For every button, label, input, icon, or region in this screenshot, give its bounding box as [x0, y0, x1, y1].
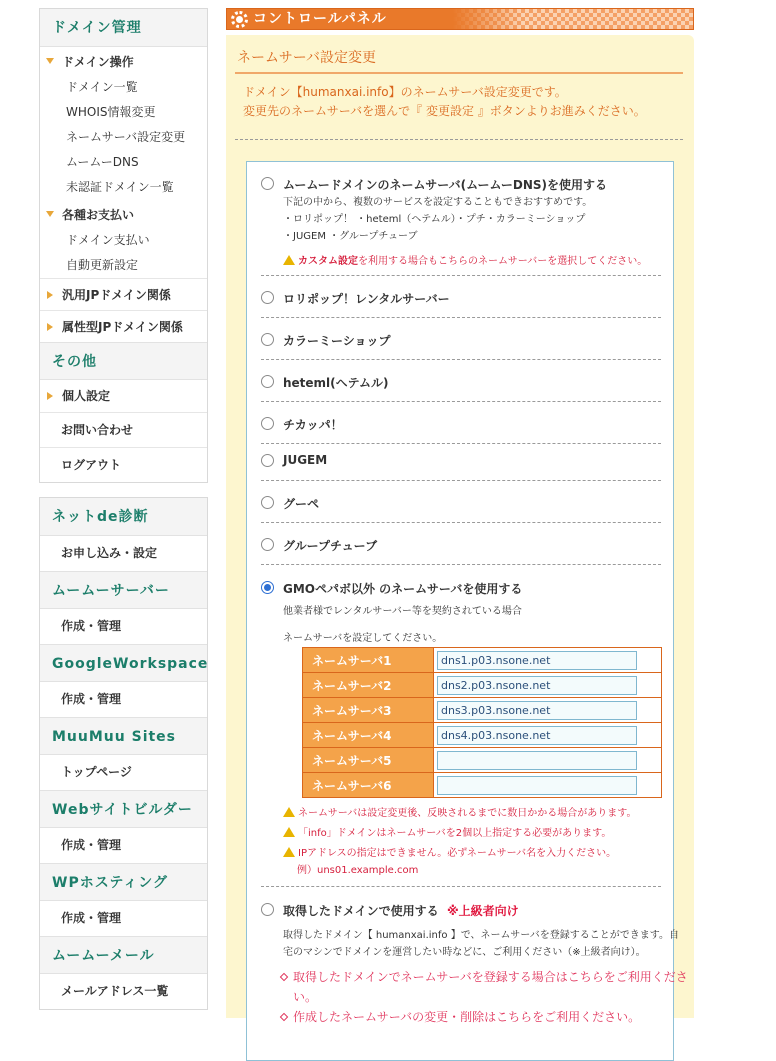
nameserver6-input[interactable] — [437, 776, 637, 795]
nameserver-label: ネームサーバ1 — [303, 648, 434, 673]
intro-divider — [235, 139, 683, 140]
nameserver-example: 例）uns01.example.com — [297, 865, 419, 876]
sidebar-item-service-link[interactable]: お申し込み・設定 — [61, 546, 158, 560]
link-text: 作成したネームサーバの変更・削除はこちらをご利用ください。 — [293, 1010, 641, 1024]
warning-icon — [283, 827, 295, 837]
option-description: 宅のマシンでドメインを運営したい時などに、ご利用ください（※上級者向け）。 — [283, 947, 646, 958]
sidebar-item-service-link[interactable]: トップページ — [61, 765, 132, 779]
nameserver-label: ネームサーバ5 — [303, 748, 434, 773]
intro-text: 変更先のネームサーバを選んで『 変更設定 』ボタンよりお進みください。 — [243, 104, 646, 118]
sidebar-heading-service: WPホスティング — [40, 863, 207, 901]
content-area — [226, 35, 694, 1024]
option-divider — [261, 886, 661, 887]
radio-chicappa[interactable] — [261, 417, 274, 430]
warning-text: 「info」ドメインはネームサーバを2個以上指定する必要があります。 — [298, 828, 612, 839]
option-divider — [261, 401, 661, 402]
register-nameserver-link-cont[interactable]: い。 — [293, 990, 318, 1004]
title-divider — [235, 72, 683, 74]
intro-text: ドメイン【humanxai.info】のネームサーバ設定変更です。 — [243, 85, 567, 99]
radio-lolipop[interactable] — [261, 291, 274, 304]
custom-settings-warning — [283, 252, 647, 267]
option-description: 取得したドメイン【 humanxai.info 】で、ネームサーバを登録することができます。自 — [283, 930, 679, 941]
option-description: 他業者様でレンタルサーバー等を契約されている場合 — [283, 606, 522, 617]
option-label: グループチューブ — [283, 539, 378, 553]
sidebar-item-service-link[interactable]: 作成・管理 — [61, 619, 122, 633]
sidebar-item-service-link[interactable]: 作成・管理 — [61, 838, 122, 852]
warning-text: を利用する場合もこちらのネームサーバーを選択してください。 — [358, 256, 648, 267]
control-panel-header — [226, 8, 694, 30]
sidebar-item-service-link[interactable]: 作成・管理 — [61, 911, 122, 925]
sidebar — [39, 8, 208, 1010]
sidebar-category-payment[interactable] — [40, 200, 207, 228]
option-label-text: 取得したドメインで使用する — [283, 904, 439, 918]
nameserver5-input[interactable] — [437, 751, 637, 770]
warning-bold: カスタム設定 — [298, 256, 358, 267]
option-label: カラーミーショップ — [283, 334, 391, 348]
sidebar-heading-domain: ドメイン管理 — [40, 9, 207, 47]
option-label: GMOペパボ以外 のネームサーバを使用する — [283, 582, 523, 596]
edit-nameserver-link[interactable] — [281, 1008, 640, 1025]
option-label: JUGEM — [283, 453, 328, 467]
table-row — [303, 698, 662, 723]
sidebar-category-label: ドメイン操作 — [62, 55, 134, 69]
nameserver2-input[interactable] — [437, 676, 637, 695]
nameserver-options — [246, 161, 688, 1061]
link-text: 取得したドメインでネームサーバを登録する場合はこちらをご利用くださ — [293, 970, 688, 984]
option-divider — [261, 317, 661, 318]
triangle-right-icon — [47, 323, 53, 331]
nameserver-label: ネームサーバ4 — [303, 723, 434, 748]
sidebar-item-unverified[interactable]: 未認証ドメイン一覧 — [66, 180, 174, 194]
sidebar-category-label: 属性型JPドメイン関係 — [62, 320, 183, 334]
sidebar-item-domain-list[interactable]: ドメイン一覧 — [66, 80, 138, 94]
nameserver-label: ネームサーバ6 — [303, 773, 434, 798]
radio-heteml[interactable] — [261, 375, 274, 388]
option-description: 下記の中から、複数のサービスを設定することもできおすすめです。 — [283, 197, 593, 208]
sidebar-services-block — [39, 497, 208, 1010]
radio-own-domain[interactable] — [261, 903, 274, 916]
sidebar-heading-service: GoogleWorkspace — [40, 644, 207, 682]
warning-text: IPアドレスの指定はできません。必ずネームサーバ名を入力ください。 — [298, 848, 617, 859]
nameserver-table — [302, 647, 662, 798]
sidebar-item-service-link[interactable]: 作成・管理 — [61, 692, 122, 706]
option-label: heteml(ヘテムル) — [283, 376, 389, 390]
sidebar-category-attr-jp[interactable] — [40, 310, 207, 342]
option-divider — [261, 564, 661, 565]
table-row — [303, 673, 662, 698]
radio-jugem[interactable] — [261, 454, 274, 467]
info-domain-warning — [283, 824, 611, 839]
sidebar-item-auto-renew[interactable]: 自動更新設定 — [66, 258, 139, 272]
sidebar-heading-service: Webサイトビルダー — [40, 790, 207, 828]
table-row — [303, 723, 662, 748]
nameserver-label: ネームサーバ3 — [303, 698, 434, 723]
radio-colorme[interactable] — [261, 333, 274, 346]
page-title: ネームサーバ設定変更 — [237, 50, 377, 66]
option-description: ・ロリポップ！ ・heteml（ヘテムル）・プチ・カラーミーショップ — [283, 214, 586, 225]
radio-grouptube[interactable] — [261, 538, 274, 551]
radio-muumuu-dns[interactable] — [261, 177, 274, 190]
main-panel — [226, 8, 694, 1024]
sidebar-heading-service: ムームーサーバー — [40, 571, 207, 609]
sidebar-item-nameserver[interactable]: ネームサーバ設定変更 — [66, 130, 186, 144]
sidebar-category-domain-ops[interactable] — [40, 47, 207, 75]
table-row — [303, 773, 662, 798]
option-description: ・JUGEM ・グループチューブ — [283, 231, 418, 242]
nameserver-prompt: ネームサーバを設定してください。 — [283, 633, 443, 644]
sidebar-item-muumuu-dns[interactable]: ムームーDNS — [66, 155, 139, 169]
triangle-right-icon — [47, 291, 53, 299]
nameserver4-input[interactable] — [437, 726, 637, 745]
option-label: ムームードメインのネームサーバ(ムームーDNS)を使用する — [283, 178, 608, 192]
table-row — [303, 648, 662, 673]
sidebar-category-jp[interactable] — [40, 278, 207, 310]
triangle-right-icon — [47, 392, 53, 400]
option-divider — [261, 443, 661, 444]
sidebar-domain-block — [39, 8, 208, 483]
sidebar-item-whois[interactable]: WHOIS情報変更 — [66, 105, 156, 119]
triangle-down-icon — [46, 58, 54, 64]
advanced-badge: ※上級者向け — [447, 904, 519, 918]
radio-goope[interactable] — [261, 496, 274, 509]
warning-text: ネームサーバは設定変更後、反映されるまでに数日かかる場合があります。 — [298, 808, 637, 819]
nameserver1-input[interactable] — [437, 651, 637, 670]
table-row — [303, 748, 662, 773]
sidebar-item-service-link[interactable]: メールアドレス一覧 — [61, 984, 169, 998]
option-label: チカッパ！ — [283, 418, 343, 432]
option-divider — [261, 275, 661, 276]
warning-icon — [283, 847, 295, 857]
sidebar-category-label: 個人設定 — [62, 389, 111, 403]
sidebar-heading-service: ネットde診断 — [40, 498, 207, 536]
sidebar-item-contact[interactable]: お問い合わせ — [40, 412, 207, 447]
register-nameserver-link[interactable] — [281, 968, 688, 985]
sidebar-category-label: 各種お支払い — [62, 208, 135, 222]
option-divider — [261, 522, 661, 523]
option-label: グーペ — [283, 497, 320, 511]
sidebar-heading-service: ムームーメール — [40, 936, 207, 974]
warning-icon — [283, 255, 295, 265]
sidebar-item-domain-payment[interactable]: ドメイン支払い — [66, 233, 150, 247]
link-arrow-icon — [280, 1013, 288, 1021]
control-panel-title: コントロールパネル — [253, 11, 387, 27]
sidebar-heading-other: その他 — [40, 342, 207, 380]
propagation-warning — [283, 804, 637, 819]
link-arrow-icon — [280, 973, 288, 981]
option-label — [283, 902, 519, 919]
option-divider — [261, 359, 661, 360]
sidebar-category-label: 汎用JPドメイン関係 — [62, 288, 171, 302]
triangle-down-icon — [46, 211, 54, 217]
header-pattern — [453, 9, 693, 30]
sidebar-item-logout[interactable]: ログアウト — [40, 447, 207, 482]
gear-icon — [231, 11, 248, 28]
sidebar-category-personal[interactable] — [40, 380, 207, 412]
warning-icon — [283, 807, 295, 817]
radio-other-nameserver[interactable] — [261, 581, 274, 594]
option-label: ロリポップ！レンタルサーバー — [283, 292, 450, 306]
nameserver3-input[interactable] — [437, 701, 637, 720]
ip-address-warning — [283, 844, 616, 859]
option-divider — [261, 480, 661, 481]
nameserver-label: ネームサーバ2 — [303, 673, 434, 698]
sidebar-heading-service: MuuMuu Sites — [40, 717, 207, 755]
